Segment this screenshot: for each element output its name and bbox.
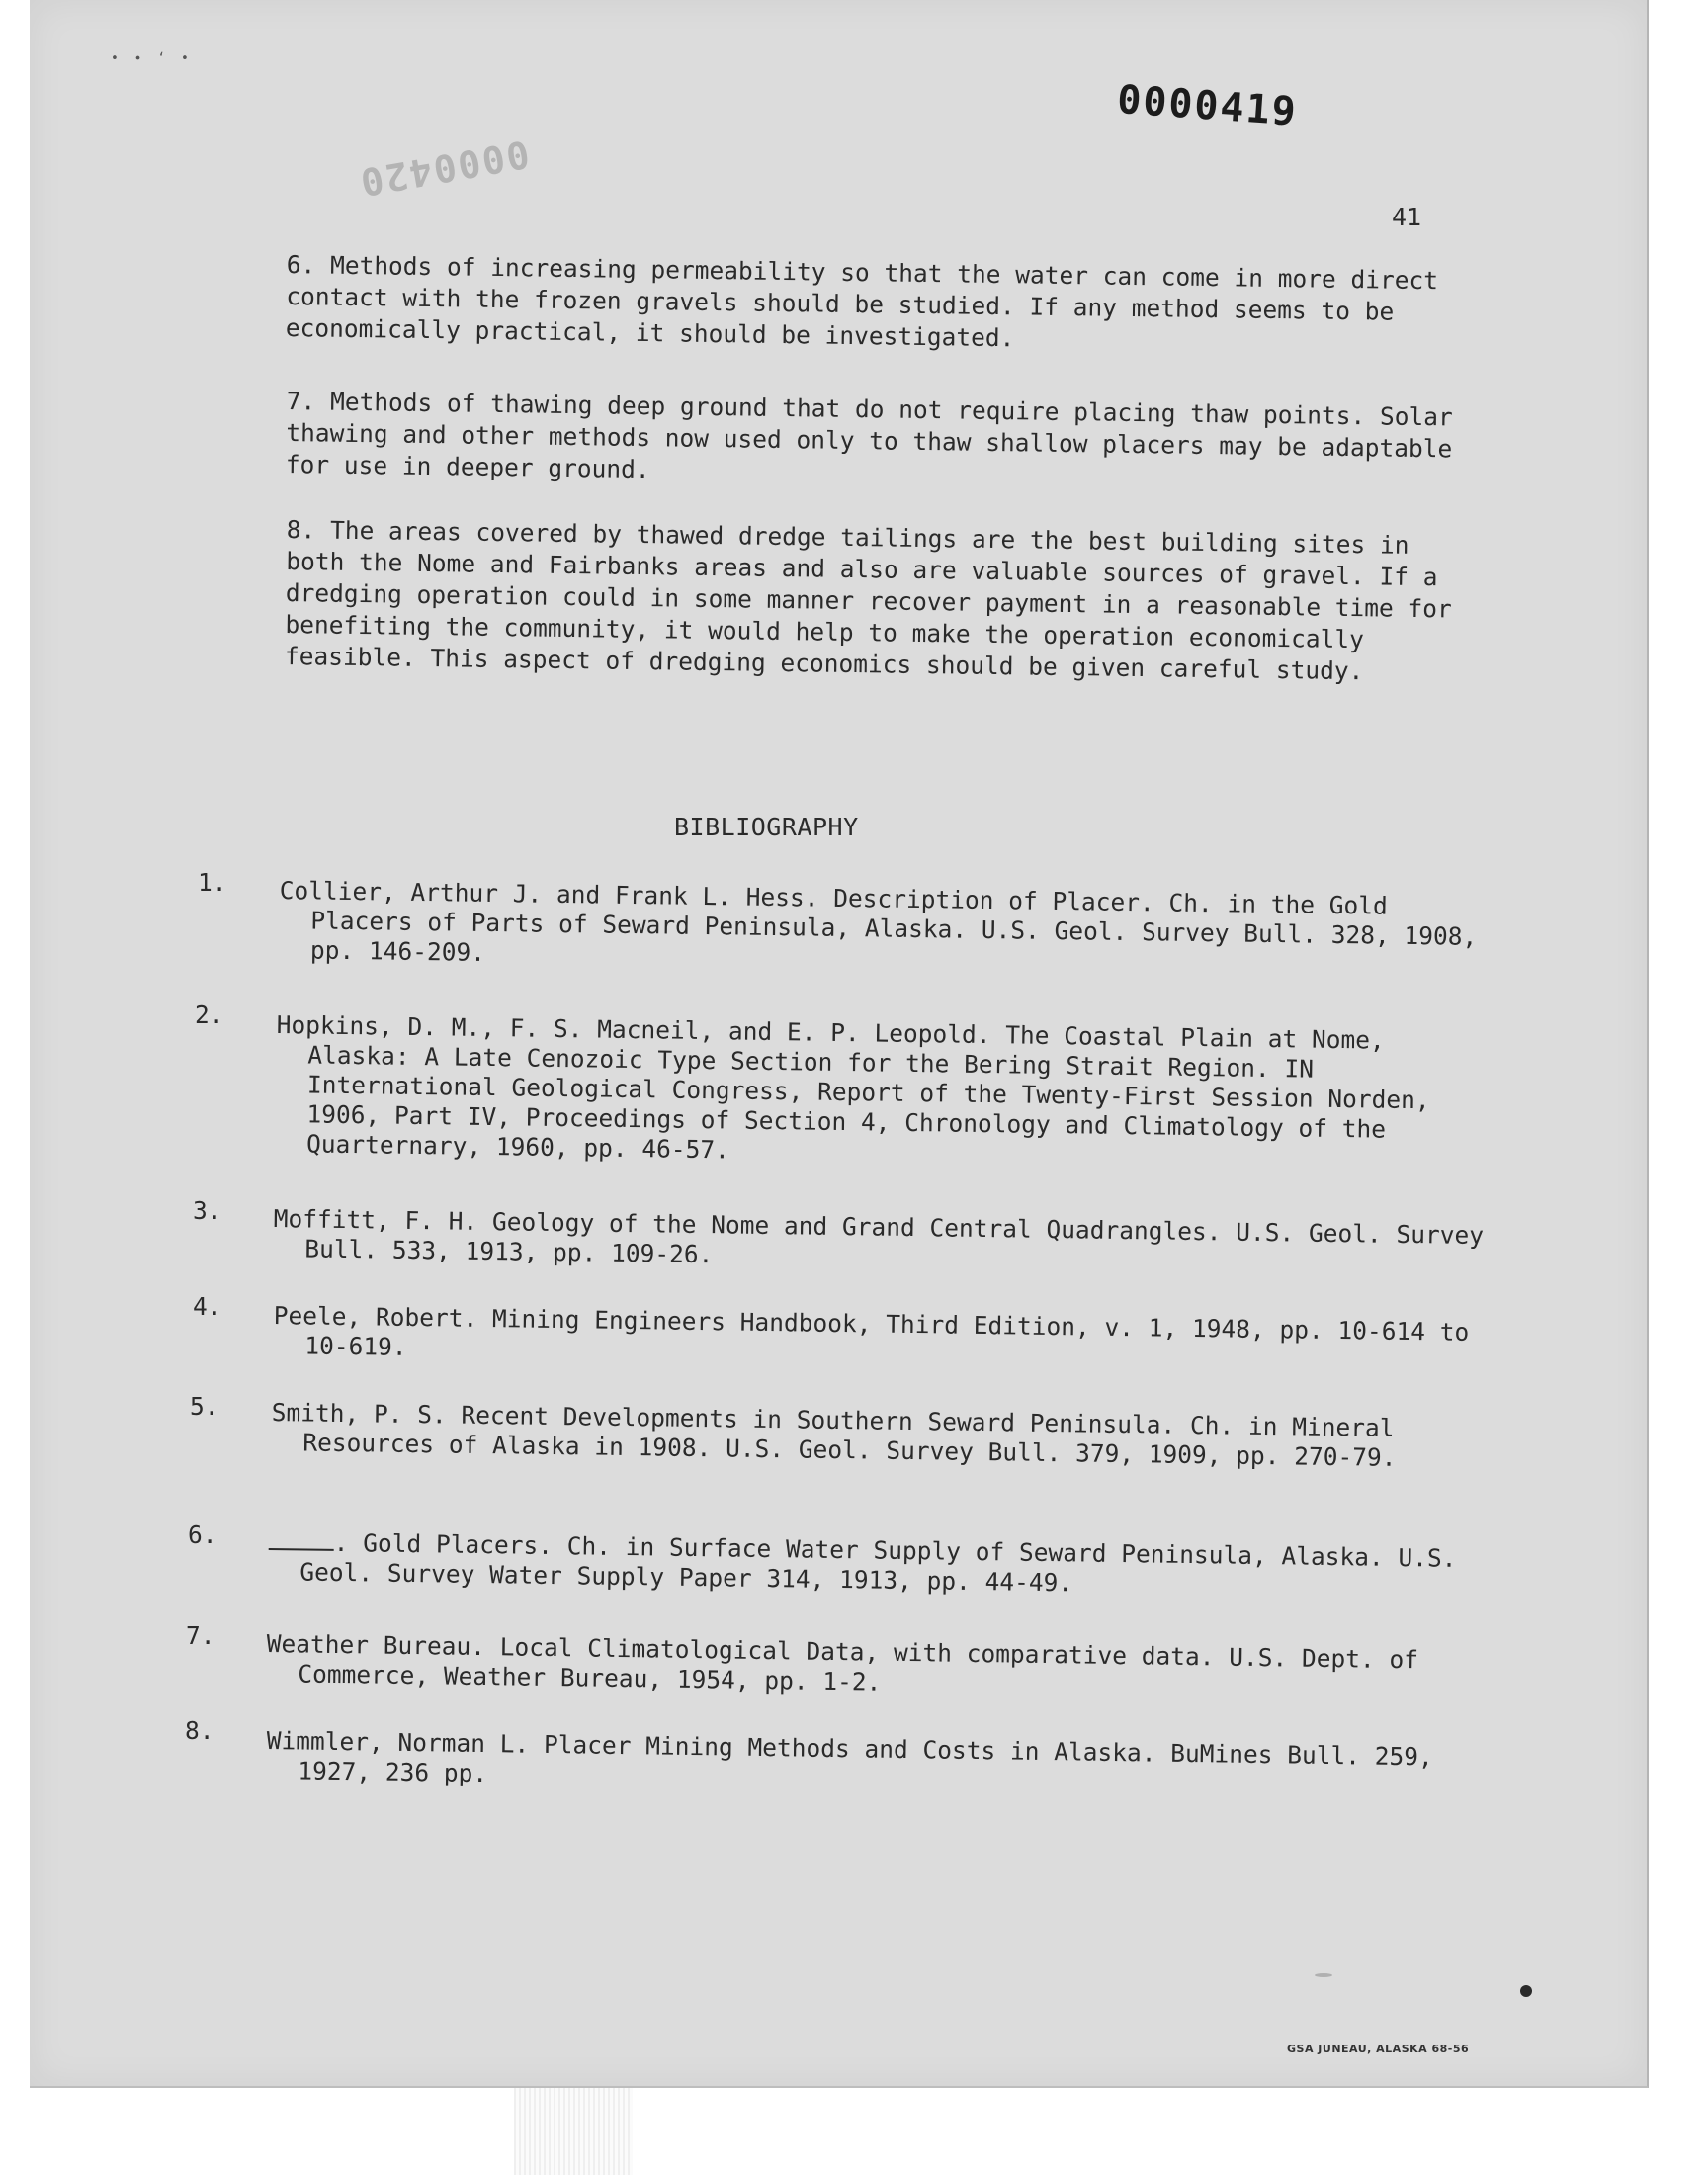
scan-edge-strip — [514, 2088, 633, 2175]
print-shop-code: GSA JUNEAU, ALASKA 68-56 — [1287, 2043, 1470, 2055]
bibliography-entry: Collier, Arthur J. and Frank L. Hess. Description of Placer. Ch. in the Gold Placers of Parts of Seward Peninsula, Alaska. U.S. Geol. Survey Bull. 328, 1908, pp. 146-209. — [279, 876, 1478, 967]
recommendation-paragraph — [286, 386, 1463, 497]
bibliography-entry-number: 6. — [188, 1521, 217, 1549]
paragraph-text: Methods of increasing permeability so that the water can come in more direct contact with the frozen gravels should be studied. If any method seems to be economically practical, it should be investigated. — [285, 250, 1439, 353]
serial-number-stamp: 0000419 — [1115, 77, 1300, 135]
bibliography-entry: Weather Bureau. Local Climatological Data, with comparative data. U.S. Dept. of Commerce, Weather Bureau, 1954, pp. 1-2. — [266, 1629, 1419, 1696]
bibliography-entry: Hopkins, D. M., F. S. Macneil, and E. P. Leopold. The Coastal Plain at Nome, Alaska: A Late Cenozoic Type Section for the Bering Strait Region. IN International Geological Congress, Report of the Twenty-First Session Norden, 1906, Part IV, Proceedings of Section 4, Chronology and Climatology of the Quarternary, 1960, pp. 46-57. — [276, 1010, 1430, 1165]
bibliography-entry: Wimmler, Norman L. Placer Mining Methods and Costs in Alaska. BuMines Bull. 259, 1927, 236 pp. — [266, 1726, 1433, 1788]
bibliography-entry: Moffitt, F. H. Geology of the Nome and Grand Central Quadrangles. U.S. Geol. Survey Bull. 533, 1913, pp. 109-26. — [273, 1204, 1485, 1269]
scan-speck — [1315, 1973, 1332, 1977]
corner-marks: • ∙ ʻ • — [111, 51, 193, 66]
paragraph-text: Methods of thawing deep ground that do not require placing thaw points. Solar thawing and other methods now used only to thaw shallow placers may be adaptable for use in deeper ground. — [285, 387, 1453, 484]
paragraph-number: 8. — [286, 514, 316, 545]
bibliography-entry-number: 1. — [198, 868, 227, 897]
bibliography-entry-number: 8. — [185, 1716, 214, 1745]
recommendation-paragraph — [285, 514, 1463, 689]
bibliography-entry-number: 3. — [193, 1196, 222, 1225]
bibliography-entry: Peele, Robert. Mining Engineers Handbook, Third Edition, v. 1, 1948, pp. 10-614 to 10-619. — [273, 1301, 1470, 1361]
recommendation-paragraph — [286, 249, 1463, 361]
bibliography-entry: Smith, P. S. Recent Developments in Southern Seward Peninsula. Ch. in Mineral Resources of Alaska in 1908. U.S. Geol. Survey Bull. 379, 1909, pp. 270-79. — [271, 1398, 1397, 1472]
bibliography-heading: BIBLIOGRAPHY — [674, 813, 859, 841]
bibliography-entry-number: 2. — [195, 1000, 224, 1029]
paragraph-number: 7. — [286, 386, 316, 416]
bibliography-entry-number: 5. — [190, 1392, 219, 1421]
page-number: 41 — [1392, 203, 1422, 231]
paragraph-text: The areas covered by thawed dredge tailings are the best building sites in both the Nome and Fairbanks areas and also are valuable sources of gravel. If a dredging operation could in some manner recover payment in a reasonable time for benefiting the community, it would help to make the operation economically feasible. This aspect of dredging economics should be given careful study. — [284, 515, 1453, 686]
bibliography-entry-number: 7. — [186, 1621, 215, 1650]
paragraph-number: 6. — [286, 249, 316, 280]
bibliography-entry-text: . Gold Placers. Ch. in Surface Water Supply of Seward Peninsula, Alaska. U.S. Geol. Survey Water Supply Paper 314, 1913, pp. 44-49. — [299, 1527, 1457, 1598]
author-repeat-blank — [269, 1530, 334, 1551]
bleed-through-serial-stamp: 0000420 — [355, 131, 533, 205]
bibliography-entry-number: 4. — [193, 1292, 222, 1321]
scan-speck — [1520, 1985, 1532, 1997]
